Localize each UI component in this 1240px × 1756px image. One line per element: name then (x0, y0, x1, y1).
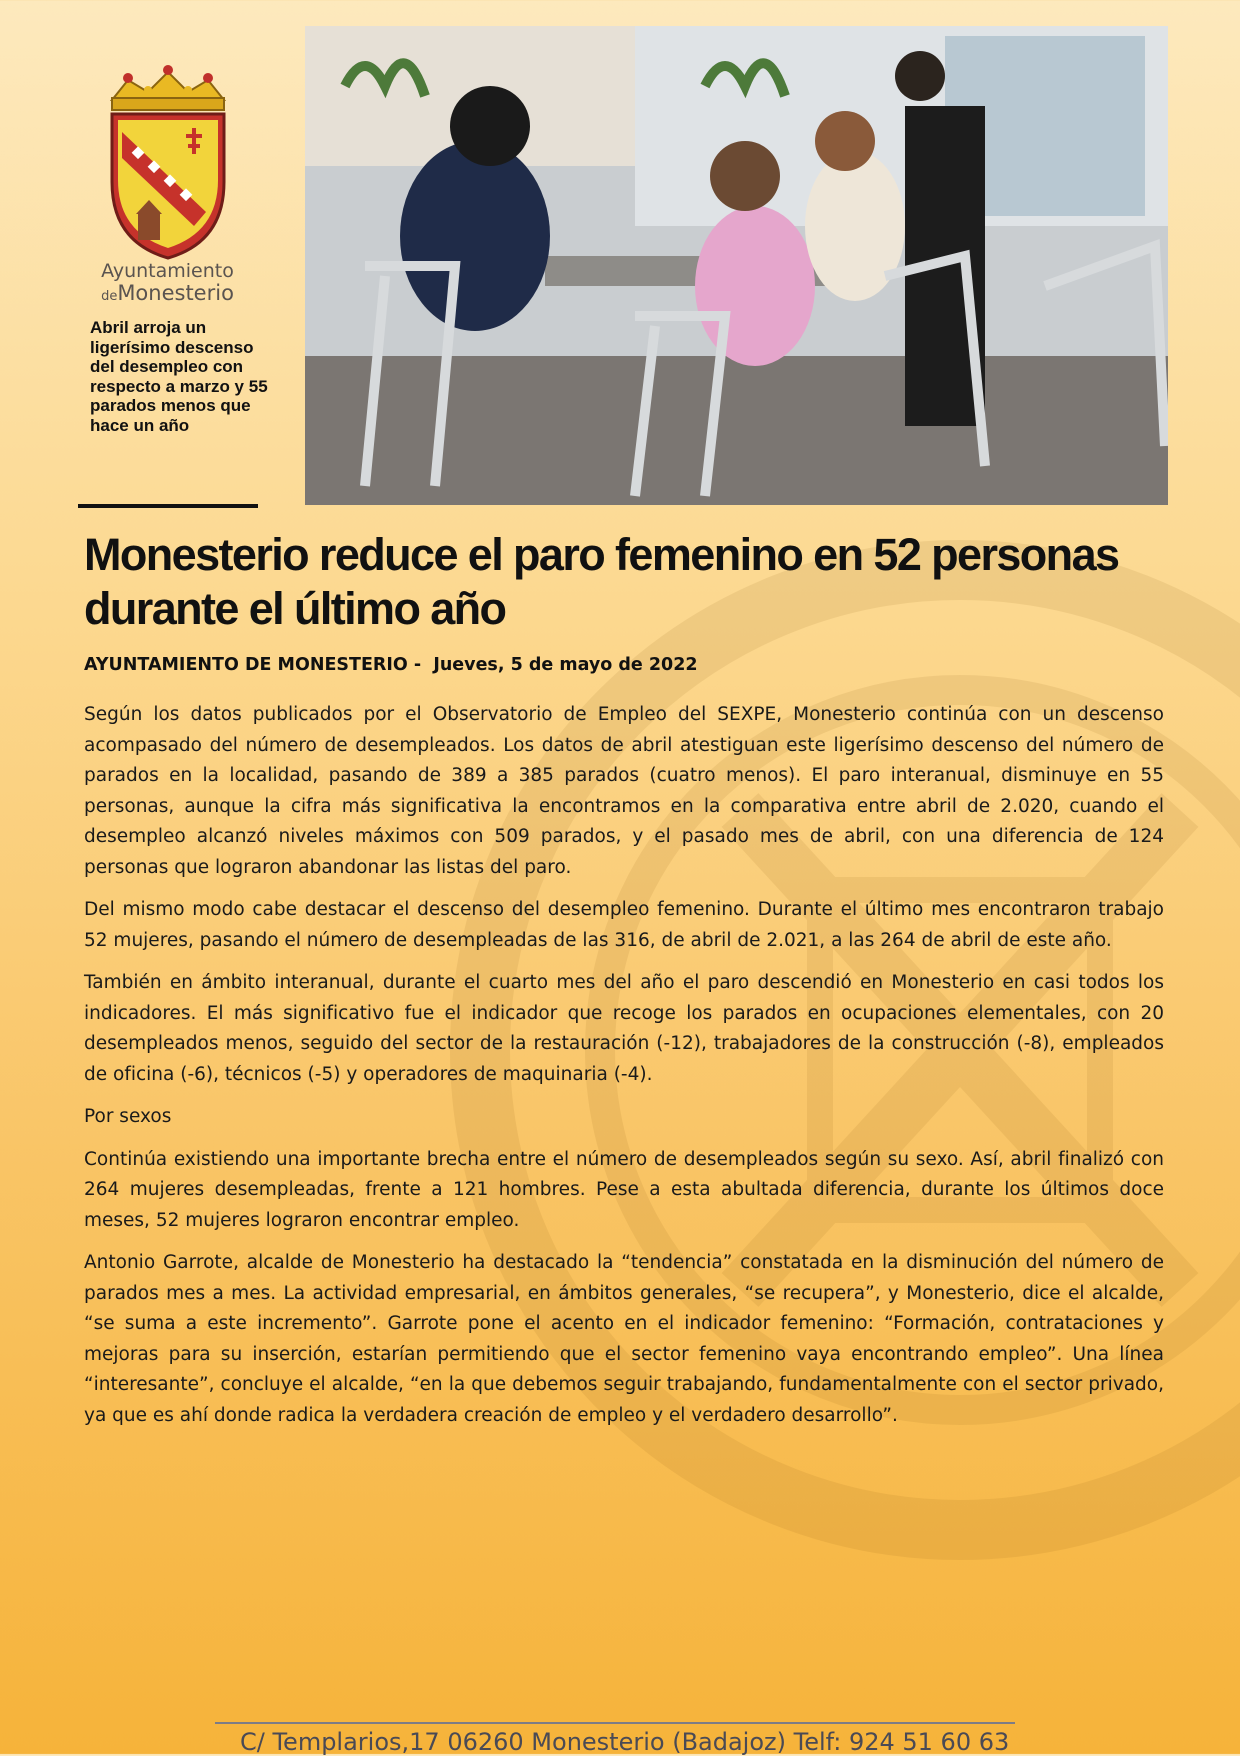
byline: AYUNTAMIENTO DE MONESTERIO - Jueves, 5 de mayo de 2022 (84, 655, 698, 675)
footer-address: C/ Templarios,17 06260 Monesterio (Badajoz) Telf: 924 51 60 63 (240, 1728, 1010, 1756)
separator-rule (78, 504, 258, 508)
paragraph: Del mismo modo cabe destacar el descenso del desempleo femenino. Durante el último mes encontraron trabajo 52 mujeres, pasando el número de desempleadas de las 316, de abril de 2.021, a las 264 de abril de este año. (84, 899, 1164, 951)
headline: Monesterio reduce el paro femenino en 52 personas durante el último año (84, 529, 1119, 634)
paragraph: También en ámbito interanual, durante el cuarto mes del año el paro descendió en Monesterio en casi todos los indicadores. El más significativo fue el indicador que recoge los parados en ocupaciones elementales, con 20 desempleados menos, seguido del sector de la restauración (-12), trabajadores de la construcción (-8), empleados de oficina (-6), técnicos (-5) y operadores de maquinaria (-4). (84, 972, 1164, 1085)
article-body (84, 700, 1164, 1443)
municipality-name: Ayuntamiento deMonesterio (101, 260, 234, 305)
terrace-photo (305, 26, 1168, 505)
subheadline: Abril arroja un ligerísimo descenso del desempleo con respecto a marzo y 55 parados menos que hace un año (90, 318, 268, 435)
paragraph: Antonio Garrote, alcalde de Monesterio ha destacado la “tendencia” constatada en la disminución del número de parados mes a mes. La actividad empresarial, en ámbitos generales, “se recupera”, y Monesterio, dice el alcalde, “se suma a este incremento”. Garrote pone el acento en el indicador femenino: “Formación, contrataciones y mejoras para su inserción, estarían permitiendo que el sector femenino vaya encontrando empleo”. Una línea “interesante”, concluye el alcalde, “en la que debemos seguir trabajando, fundamentalmente con el sector privado, ya que es ahí donde radica la verdadera creación de empleo y el verdadero desarrollo”. (84, 1252, 1164, 1426)
footer-rule (215, 1722, 1015, 1724)
paragraph: Según los datos publicados por el Observatorio de Empleo del SEXPE, Monesterio continúa con un descenso acompasado del número de desempleados. Los datos de abril atestiguan este ligerísimo descenso del número de parados en la localidad, pasando de 389 a 385 parados (cuatro menos). El paro interanual, disminuye en 55 personas, aunque la cifra más significativa la encontramos en la comparativa entre abril de 2.020, cuando el desempleo alcanzó niveles máximos con 509 parados, y el pasado mes de abril, con una diferencia de 124 personas que lograron abandonar las listas del paro. (84, 704, 1164, 878)
section-heading: Por sexos (84, 1106, 172, 1127)
paragraph: Continúa existiendo una importante brecha entre el número de desempleados según su sexo. Así, abril finalizó con 264 mujeres desempleadas, frente a 121 hombres. Pese a esta abultada diferencia, durante los últimos doce meses, 52 mujeres lograron encontrar empleo. (84, 1148, 1164, 1231)
coat-of-arms-logo (98, 62, 238, 262)
